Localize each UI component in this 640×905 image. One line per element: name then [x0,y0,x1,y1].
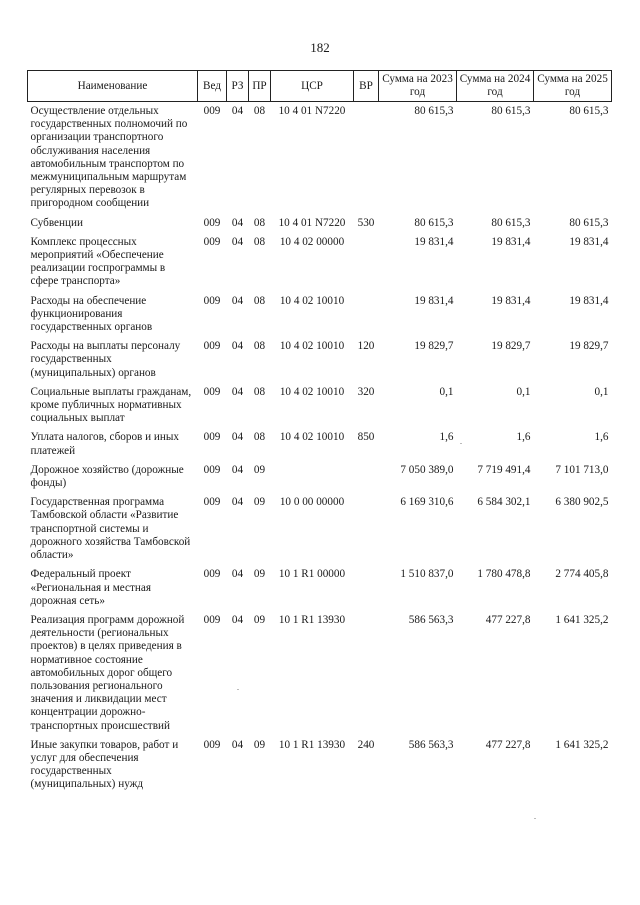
table-row [28,568,612,614]
row-rz: 04 [231,235,244,248]
row-sum-2024: 1,6 [516,431,531,444]
scan-speck [534,818,536,819]
row-rz: 04 [231,613,244,626]
row-rz: 04 [231,496,244,509]
row-pr: 08 [253,294,266,307]
header-rz: РЗ [227,71,249,102]
row-csr: 10 4 02 00000 [279,235,345,248]
row-pr: 09 [253,613,266,626]
row-sum-2023: 19 831,4 [414,235,454,248]
row-rz: 04 [231,568,244,581]
table-row [28,236,612,295]
row-sum-2025: 19 829,7 [569,340,609,353]
row-sum-2024: 19 831,4 [491,235,531,248]
row-csr [271,464,354,496]
row-sum-2025: 6 380 902,5 [555,496,609,509]
row-ved: 009 [203,568,221,581]
row-rz: 04 [231,340,244,353]
row-sum-2024: 19 829,7 [491,340,531,353]
row-name: Дорожное хозяйство (дорожные фонды) [30,463,184,490]
row-vr: 240 [357,738,375,751]
row-pr: 09 [253,738,266,751]
row-sum-2024: 7 719 491,4 [477,463,531,476]
row-sum-2025: 0,1 [594,385,609,398]
row-vr [354,568,379,614]
row-vr: 530 [357,216,375,229]
row-name: Расходы на выплаты персоналу государственных (муниципальных) органов [30,340,181,379]
row-rz: 04 [231,385,244,398]
row-ved: 009 [203,340,221,353]
row-csr: 10 1 R1 13930 [278,738,346,751]
scan-speck [237,689,239,690]
row-pr: 08 [253,105,266,117]
row-sum-2025: 2 774 405,8 [555,568,609,581]
table-row [28,739,612,798]
row-sum-2023: 19 831,4 [414,294,454,307]
row-ved: 009 [203,463,221,476]
row-rz: 04 [231,105,244,117]
row-sum-2025: 1 641 325,2 [555,613,609,626]
row-pr: 09 [253,568,266,581]
row-ved: 009 [203,294,221,307]
row-csr: 10 4 02 10010 [279,294,345,307]
row-pr: 09 [253,463,266,476]
row-sum-2023: 19 829,7 [414,340,454,353]
row-pr: 09 [253,496,266,509]
row-sum-2024: 6 584 302,1 [477,496,531,509]
row-sum-2023: 1,6 [439,431,454,444]
row-csr: 10 4 01 N7220 [278,105,346,117]
row-pr: 08 [253,385,266,398]
row-name: Субвенции [30,216,83,229]
row-pr: 08 [253,431,266,444]
row-pr: 08 [253,216,266,229]
row-name: Иные закупки товаров, работ и услуг для обеспечения государственных (муниципальных) нужд [30,738,179,791]
header-sum-2024: Сумма на 2024 год [457,71,534,102]
row-name: Расходы на обеспечение функционирования государственных органов [30,294,153,334]
row-vr [354,236,379,295]
table-row [28,464,612,496]
table-row [28,217,612,236]
row-vr: 850 [357,431,375,444]
row-name: Уплата налогов, сборов и иных платежей [30,431,180,457]
header-vr: ВР [354,71,379,102]
row-ved: 009 [203,613,221,626]
row-csr: 10 1 R1 00000 [278,568,346,581]
row-sum-2023: 6 169 310,6 [400,496,454,509]
row-rz: 04 [231,431,244,444]
row-rz: 04 [231,738,244,751]
row-ved: 009 [203,105,221,117]
row-sum-2024: 477 227,8 [485,738,531,751]
row-vr [354,614,379,739]
row-sum-2023: 80 615,3 [414,105,454,117]
row-sum-2025: 7 101 713,0 [555,463,609,476]
row-name: Социальные выплаты гражданам, кроме публичных нормативных социальных выплат [30,385,192,425]
page-number: 182 [310,40,330,55]
row-sum-2024: 0,1 [516,385,531,398]
row-vr [354,464,379,496]
row-sum-2025: 1 641 325,2 [555,738,609,751]
row-vr: 120 [357,340,375,353]
row-sum-2024: 1 780 478,8 [477,568,531,581]
row-csr: 10 4 01 N7220 [278,216,346,229]
row-sum-2024: 477 227,8 [485,613,531,626]
row-name: Осуществление отдельных государственных полномочий по организации транспортного обслуживания населения автомобильным транспортом по межмуниципальным маршрутам регулярных перевозок в пригородном сообщении [30,105,188,210]
row-name: Реализация программ дорожной деятельности (региональных проектов) в целях приведения в нормативное состояние автомобильных дорог общего пользования регионального значения и ликвидации мест концентрации дорожно-транспортных происшествий [30,613,185,732]
header-sum-2025: Сумма на 2025 год [534,71,612,102]
row-rz: 04 [231,216,244,229]
table-header [28,71,612,102]
row-sum-2025: 80 615,3 [569,216,609,229]
table-row [28,386,612,432]
row-sum-2023: 1 510 837,0 [400,568,454,581]
table-row [28,496,612,568]
header-ved: Вед [198,71,227,102]
budget-table [27,70,612,798]
table-row [28,102,612,217]
header-pr: ПР [249,71,271,102]
table-row [28,295,612,341]
row-sum-2025: 1,6 [594,431,609,444]
row-csr: 10 4 02 10010 [279,340,345,353]
row-name: Федеральный проект «Региональная и местная дорожная сеть» [30,568,151,607]
row-vr [354,102,379,217]
table-row [28,340,612,386]
row-vr [354,496,379,568]
row-ved: 009 [203,235,221,248]
table-row [28,431,612,463]
row-csr: 10 0 00 00000 [279,496,345,509]
row-rz: 04 [231,294,244,307]
row-sum-2023: 0,1 [439,385,454,398]
row-ved: 009 [203,738,221,751]
table-body [28,102,612,798]
row-sum-2024: 80 615,3 [491,216,531,229]
header-name: Наименование [28,71,198,102]
row-sum-2024: 19 831,4 [491,294,531,307]
row-ved: 009 [203,496,221,509]
row-sum-2024: 80 615,3 [491,105,531,117]
row-ved: 009 [203,385,221,398]
scan-speck [460,443,462,444]
row-sum-2025: 19 831,4 [569,235,609,248]
row-sum-2023: 586 563,3 [408,613,454,626]
row-csr: 10 4 02 10010 [279,431,345,444]
row-name: Государственная программа Тамбовской области «Развитие транспортной системы и дорожного хозяйства Тамбовской области» [30,496,191,562]
row-rz: 04 [231,463,244,476]
row-sum-2025: 19 831,4 [569,294,609,307]
row-sum-2023: 7 050 389,0 [400,463,454,476]
row-ved: 009 [203,431,221,444]
row-sum-2025: 80 615,3 [569,105,609,117]
row-ved: 009 [203,216,221,229]
row-csr: 10 1 R1 13930 [278,613,346,626]
row-pr: 08 [253,340,266,353]
row-vr [354,295,379,341]
row-name: Комплекс процессных мероприятий «Обеспечение реализации госпрограммы в сфере транспорта» [30,235,166,288]
header-csr: ЦСР [271,71,354,102]
header-sum-2023: Сумма на 2023 год [379,71,457,102]
row-vr: 320 [357,385,375,398]
row-csr: 10 4 02 10010 [279,385,345,398]
row-sum-2023: 80 615,3 [414,216,454,229]
row-sum-2023: 586 563,3 [408,738,454,751]
row-pr: 08 [253,235,266,248]
table-row [28,614,612,739]
